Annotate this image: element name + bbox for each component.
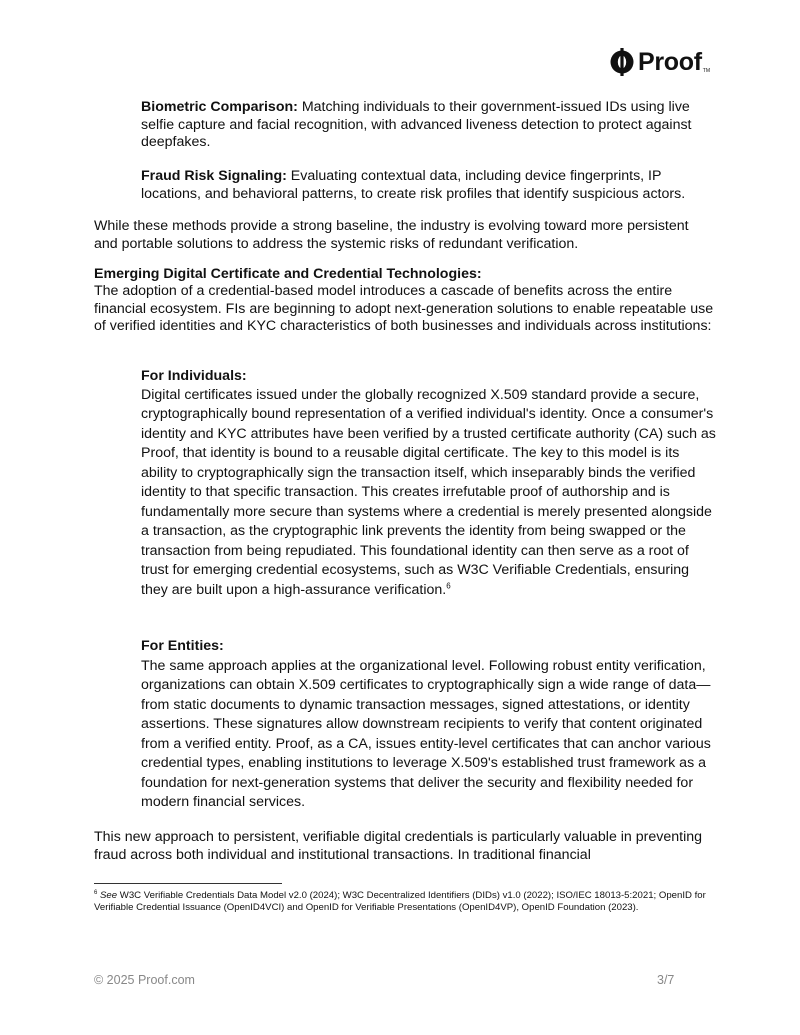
entities-heading: For Entities:	[141, 638, 224, 654]
emerging-paragraph: The adoption of a credential-based model introduces a cascade of benefits across the entire financial ecosystem. FIs are beginning to adopt next-generation solutions to enable repeatable use of verified identities and KYC characteristics of both businesses and individuals across institutions:	[94, 283, 714, 334]
biometric-label: Biometric Comparison:	[141, 99, 298, 115]
footnote-reference: 6	[446, 580, 451, 590]
baseline-paragraph: While these methods provide a strong baseline, the industry is evolving toward more persistent and portable solutions to address the systemic risks of redundant verification.	[94, 218, 689, 252]
individuals-heading: For Individuals:	[141, 368, 247, 384]
footnote-number: 6	[94, 889, 98, 896]
individuals-paragraph	[141, 386, 716, 600]
footer-copyright: © 2025 Proof.com	[94, 973, 195, 987]
footnote	[94, 890, 714, 915]
fraud-label: Fraud Risk Signaling:	[141, 168, 287, 184]
proof-logo	[610, 46, 710, 78]
fraud-text: Evaluating contextual data, including device fingerprints, IP locations, and behavioral patterns, to create risk profiles that identify suspicious actors.	[141, 168, 686, 202]
logo-wordmark: Proof	[638, 47, 702, 76]
individuals-text: Digital certificates issued under the globally recognized X.509 standard provide a secure, cryptographically bound representation of a verified individual's identity. Once a consumer's identity and KYC attributes have been verified by a trusted certificate authority (CA) such as Proof, that identity is bound to a reusable digital certificate. The key to this model is its ability to cryptographically sign the transaction itself, which inseparably binds the verified identity to that specific transaction. This creates irrefutable proof of authorship and is fundamentally more secure than systems where a credential is merely presented alongside a transaction, as the cryptographic link prevents the identity from being swapped or the transaction from being repudiated. This foundational identity can then serve as a root of trust for emerging credential ecosystems, such as W3C Verifiable Credentials, ensuring they are built upon a high-assurance verification.	[141, 387, 716, 598]
logo-trademark: TM	[702, 68, 711, 74]
emerging-heading: Emerging Digital Certificate and Credential Technologies:	[94, 266, 482, 282]
footnote-see: See	[100, 890, 118, 901]
fraud-paragraph	[141, 168, 716, 203]
biometric-paragraph	[141, 99, 716, 152]
closing-paragraph: This new approach to persistent, verifiable digital credentials is particularly valuable in preventing fraud across both individual and institutional transactions. In traditional financial	[94, 829, 703, 863]
page-number: 3/7	[657, 973, 675, 987]
biometric-text: Matching individuals to their government-issued IDs using live selfie capture and facial recognition, with advanced liveness detection to protect against deepfakes.	[141, 99, 692, 150]
footnote-text: W3C Verifiable Credentials Data Model v2.0 (2024); W3C Decentralized Identifiers (DIDs) v1.0 (2022); ISO/IEC 18013-5:2021; OpenID for Verifiable Credential Issuance (OpenID4VCI) and OpenID for Verifiable Presentations (OpenID4VP), OpenID Foundation (2023).	[94, 890, 706, 914]
entities-paragraph: The same approach applies at the organizational level. Following robust entity verification, organizations can obtain X.509 certificates to cryptographically sign a wide range of data—from static documents to dynamic transaction messages, signed attestations, or identity assertions. These signatures allow downstream recipients to verify that content originated from a verified entity. Proof, as a CA, issues entity-level certificates that can anchor various credential types, enabling institutions to leverage X.509's established trust framework as a foundation for next-generation systems that deliver the security and flexibility needed for modern financial services.	[141, 658, 711, 811]
proof-logo-icon	[610, 48, 634, 76]
footnote-divider	[94, 883, 282, 884]
